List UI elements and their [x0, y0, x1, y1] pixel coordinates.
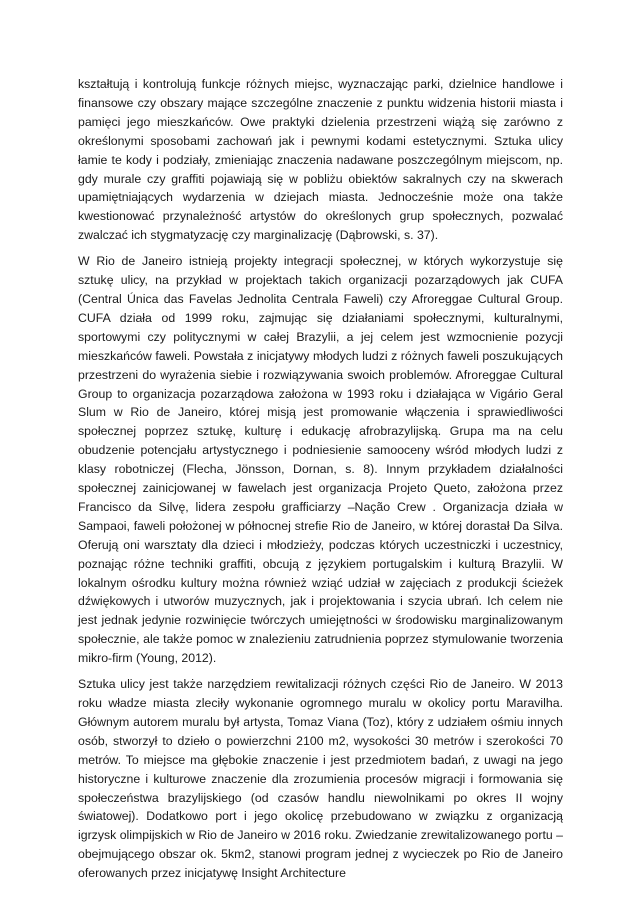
paragraph-2: W Rio de Janeiro istnieją projekty integracji społecznej, w których wykorzystuje się sztukę ulicy, na przykład w projektach takich organizacji pozarządowych jak CUFA (Central Única das Favelas Jednolita Centrala Faweli) czy Afroreggae Cultural Group. CUFA działa od 1999 roku, zajmując się działaniami społecznymi, kulturalnymi, sportowymi czy politycznymi w całej Brazylii, a jej celem jest wzmocnienie pozycji mieszkańców faweli. Powstała z inicjatywy młodych ludzi z różnych faweli poszukujących przestrzeni do wyrażenia siebie i rozwiązywania swoich problemów. Afroreggae Cultural Group to organizacja pozarządowa założona w 1993 roku i działająca w Vigário Geral Slum w Rio de Janeiro, której misją jest promowanie włączenia i sprawiedliwości społecznej poprzez sztukę, kulturę i edukację afrobrazylijską. Grupa ma na celu obudzenie potencjału artystycznego i podniesienie samooceny wśród młodych ludzi z klasy robotniczej (Flecha, Jönsson, Dornan, s. 8). Innym przykładem działalności społecznej zainicjowanej w fawelach jest organizacja Projeto Queto, założona przez Francisco da Silvę, lidera zespołu grafficiarzy –Nação Crew . Organizacja działa w Sampaoi, faweli położonej w północnej strefie Rio de Janeiro, w której dorastał Da Silva. Oferują oni warsztaty dla dzieci i młodzieży, podczas których uczestniczki i uczestnicy, poznając różne techniki graffiti, obcują z językiem portugalskim i kulturą Brazylii. W lokalnym ośrodku kultury można również wziąć udział w zajęciach z produkcji ścieżek dźwiękowych i utworów muzycznych, jak i projektowania i szycia ubrań. Ich celem nie jest jednak jedynie rozwinięcie twórczych umiejętności w środowisku marginalizowanym społecznie, ale także pomoc w znalezieniu zatrudnienia poprzez stymulowanie tworzenia mikro-firm (Young, 2012). — [78, 254, 563, 666]
paragraph-1: kształtują i kontrolują funkcje różnych miejsc, wyznaczając parki, dzielnice handlowe i finansowe czy obszary mające szczególne znaczenie z punktu widzenia historii miasta i pamięci jego mieszkańców. Owe praktyki dzielenia przestrzeni wiążą się zarówno z określonymi sposobami zachowań jak i pewnymi kodami estetycznymi. Sztuka ulicy łamie te kody i podziały, zmieniając znaczenia nadawane poszczególnym miejscom, np. gdy murale czy graffiti pojawiają się w pobliżu obiektów sakralnych czy na skwerach upamiętniających wydarzenia w dziejach miasta. Jednocześnie może ona także kwestionować przynależność artystów do określonych grup społecznych, pozwalać zwalczać ich stygmatyzację czy marginalizację (Dąbrowski, s. 37). — [78, 77, 563, 243]
paragraph-3: Sztuka ulicy jest także narzędziem rewitalizacji różnych części Rio de Janeiro. W 2013 roku władze miasta zleciły wykonanie ogromnego muralu w okolicy portu Maravilha. Głównym autorem muralu był artysta, Tomaz Viana (Toz), który z udziałem ośmiu innych osób, stworzył to dzieło o powierzchni 2100 m2, wysokości 30 metrów i szerokości 70 metrów. To miejsce ma głębokie znaczenie i jest przedmiotem badań, z uwagi na jego historyczne i kulturowe znaczenie dla zrozumienia procesów migracji i formowania się społeczeństwa brazylijskiego (od czasów handlu niewolnikami po okres II wojny światowej). Dodatkowo port i jego okolicę przebudowano w związku z organizacją igrzysk olimpijskich w Rio de Janeiro w 2016 roku. Zwiedzanie zrewitalizowanego portu – obejmującego obszar ok. 5km2, stanowi program jednej z wycieczek po Rio de Janeiro oferowanych przez inicjatywę Insight Architecture — [78, 677, 563, 881]
document-page — [78, 75, 563, 890]
